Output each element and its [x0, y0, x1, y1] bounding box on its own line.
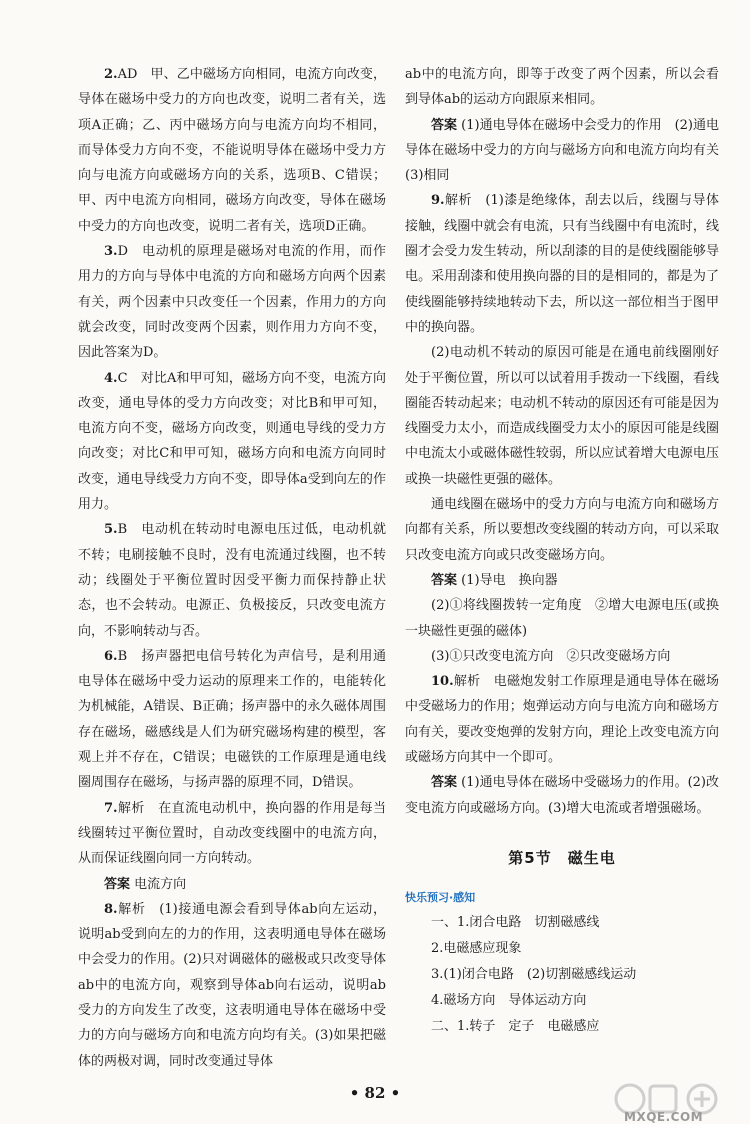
answer-paragraph: [405, 669, 719, 770]
answer-label: 答案: [431, 117, 458, 133]
answer-text: (1)导电 换向器: [461, 572, 558, 588]
right-column: [405, 62, 733, 1040]
section-number: 第5节: [508, 848, 552, 867]
answer-text: 解析 (1)接通电源会看到导体ab向左运动，说明ab受到向左的力的作用，这表明通电导体在磁场中会受力的作用。(2)只对调磁体的磁极或只改变导体ab中的电流方向，观察到导体ab向右运动，说明ab受力的方向发生了改变，这表明通电导体在磁场中受力的方向与磁场方向和电流方向均有关。(3)如果把磁体的两极对调，同时改变通过导体: [78, 901, 386, 1069]
answer-text: (2)电动机不转动的原因可能是在通电前线圈刚好处于平衡位置，所以可以试着用手拨动一下线圈，看线圈能否转动起来；电动机不转动的原因还有可能是因为线圈受力太小，而造成线圈受力太小的原因可能是线圈中电流太小或磁体磁性较弱，所以应试着增大电源电压或换一块磁性更强的磁体。: [405, 345, 719, 487]
answer-label: 答案: [104, 876, 131, 892]
answer-text: C 对比A和甲可知，磁场方向不变，电流方向改变，通电导体的受力方向改变；对比B和甲可知，电流方向不变，磁场方向改变，则通电导线的受力方向改变；对比C和甲可知，磁场方向和电流方向同时改变，通电导线受力方向不变，即导体a受到向左的作用力。: [78, 370, 386, 513]
answer-text: B 电动机在转动时电源电压过低，电动机就不转；电刷接触不良时，没有电流通过线圈，也不转动；线圈处于平衡位置时因受平衡力而保持静止状态，也不会转动。电源正、负极接反，只改变电流方向，不影响转动与否。: [78, 522, 386, 639]
answer-text: (1)通电导体在磁场中受磁场力的作用。(2)改变电流方向或磁场方向。(3)增大电流或者增强磁场。: [405, 775, 719, 816]
answer-paragraph: [405, 593, 719, 644]
answer-paragraph: [78, 517, 386, 643]
answer-paragraph: [78, 872, 386, 897]
answer-paragraph: [405, 340, 719, 492]
answer-label: 答案: [431, 572, 458, 588]
answer-text: (1)通电导体在磁场中会受力的作用 (2)通电导体在磁场中受力的方向与磁场方向和电流方向均有关 (3)相同: [405, 117, 733, 184]
answer-paragraph: [405, 644, 719, 669]
answer-text: 通电线圈在磁场中的受力方向与电流方向和磁场方向都有关系，所以要想改变线圈的转动方向，可以采取只改变电流方向或只改变磁场方向。: [405, 497, 719, 563]
preview-list: [405, 910, 719, 1040]
left-column: [78, 62, 386, 1074]
answer-text: AD 甲、乙中磁场方向相同，电流方向改变，导体在磁场中受力的方向也改变，说明二者有关，选项A正确；乙、丙中磁场方向与电流方向均不相同，而导体受力方向不变，不能说明导体在磁场中受力方向与电流方向或磁场方向的关系，选项B、C错误；甲、丙中电流方向相同，磁场方向改变，导体在磁场中受力的方向也改变，说明二者有关，选项D正确。: [78, 67, 386, 234]
answer-paragraph: [405, 568, 719, 593]
answer-paragraph: [405, 188, 719, 340]
question-number: 10.: [431, 674, 454, 690]
answer-paragraph: [405, 62, 719, 113]
question-number: 8.: [104, 901, 118, 917]
preview-item: 4.磁场方向 导体运动方向: [431, 992, 587, 1008]
question-number: 9.: [431, 193, 445, 209]
section-name: 磁生电: [567, 848, 616, 867]
question-number: 4.: [104, 370, 118, 386]
preview-label: 快乐预习·感知: [405, 890, 476, 904]
answer-paragraph: [405, 770, 719, 821]
answer-paragraph: [405, 113, 733, 189]
answer-label: 答案: [431, 775, 458, 791]
answer-text: 电流方向: [134, 876, 187, 892]
page-number: • 82 •: [349, 1084, 401, 1102]
answer-text: 解析 (1)漆是绝缘体，刮去以后，线圈与导体接触，线圈中就会有电流，只有当线圈中有电流时，线圈才会受力发生转动，所以刮漆的目的是使线圈能够导电。采用刮漆和使用换向器的目的是相同的，都是为了使线圈能够持续地转动下去，所以这一部位相当于图甲中的换向器。: [405, 193, 719, 335]
right-answers: [405, 62, 733, 821]
watermark-url: MXQE.COM: [624, 1110, 704, 1124]
answer-text: ab中的电流方向，即等于改变了两个因素，所以会看到导体ab的运动方向跟原来相同。: [405, 67, 719, 108]
preview-item: 二、1.转子 定子 电磁感应: [431, 1018, 600, 1034]
answer-text: (2)①将线圈拨转一定角度 ②增大电源电压(或换一块磁性更强的磁体): [405, 598, 719, 639]
answer-paragraph: [78, 897, 386, 1074]
preview-item: 3.(1)闭合电路 (2)切割磁感线运动: [431, 966, 637, 982]
answer-paragraph: [78, 366, 386, 518]
preview-item: 2.电磁感应现象: [431, 940, 522, 956]
answer-paragraph: [78, 62, 386, 239]
answer-text: D 电动机的原理是磁场对电流的作用，而作用力的方向与导体中电流的方向和磁场方向两个因素有关，两个因素中只改变任一个因素，作用力的方向就会改变，同时改变两个因素，则作用力方向不变，因此答案为D。: [78, 244, 386, 361]
answer-text: 解析 电磁炮发射工作原理是通电导体在磁场中受磁场力的作用；炮弹运动方向与电流方向和磁场方向有关，要改变炮弹的发射方向，理论上改变电流方向或磁场方向其中一个即可。: [405, 674, 719, 766]
question-number: 3.: [104, 244, 118, 260]
answer-text: B 扬声器把电信号转化为声信号，是利用通电导体在磁场中受力运动的原理来工作的，电能转化为机械能，A错误、B正确；扬声器中的永久磁体周围存在磁场，磁感线是人们为研究磁场构建的模型，客观上并不存在，C错误；电磁铁的工作原理是通电线圈周围存在磁场，与扬声器的原理不同，D错误。: [78, 648, 386, 791]
answer-paragraph: [78, 644, 386, 796]
answer-paragraph: [78, 239, 386, 365]
answer-paragraph: [405, 492, 719, 568]
preview-item: 一、1.闭合电路 切割磁感线: [431, 914, 600, 930]
answer-text: (3)①只改变电流方向 ②只改变磁场方向: [431, 648, 671, 664]
answer-paragraph: [78, 796, 386, 872]
question-number: 7.: [104, 800, 118, 816]
question-number: 6.: [104, 648, 118, 664]
section-title: [405, 847, 719, 868]
question-number: 5.: [104, 522, 118, 538]
question-number: 2.: [104, 67, 118, 82]
answer-text: 解析 在直流电动机中，换向器的作用是每当线圈转过平衡位置时，自动改变线圈中的电流方向，从而保证线圈向同一方向转动。: [78, 800, 386, 867]
